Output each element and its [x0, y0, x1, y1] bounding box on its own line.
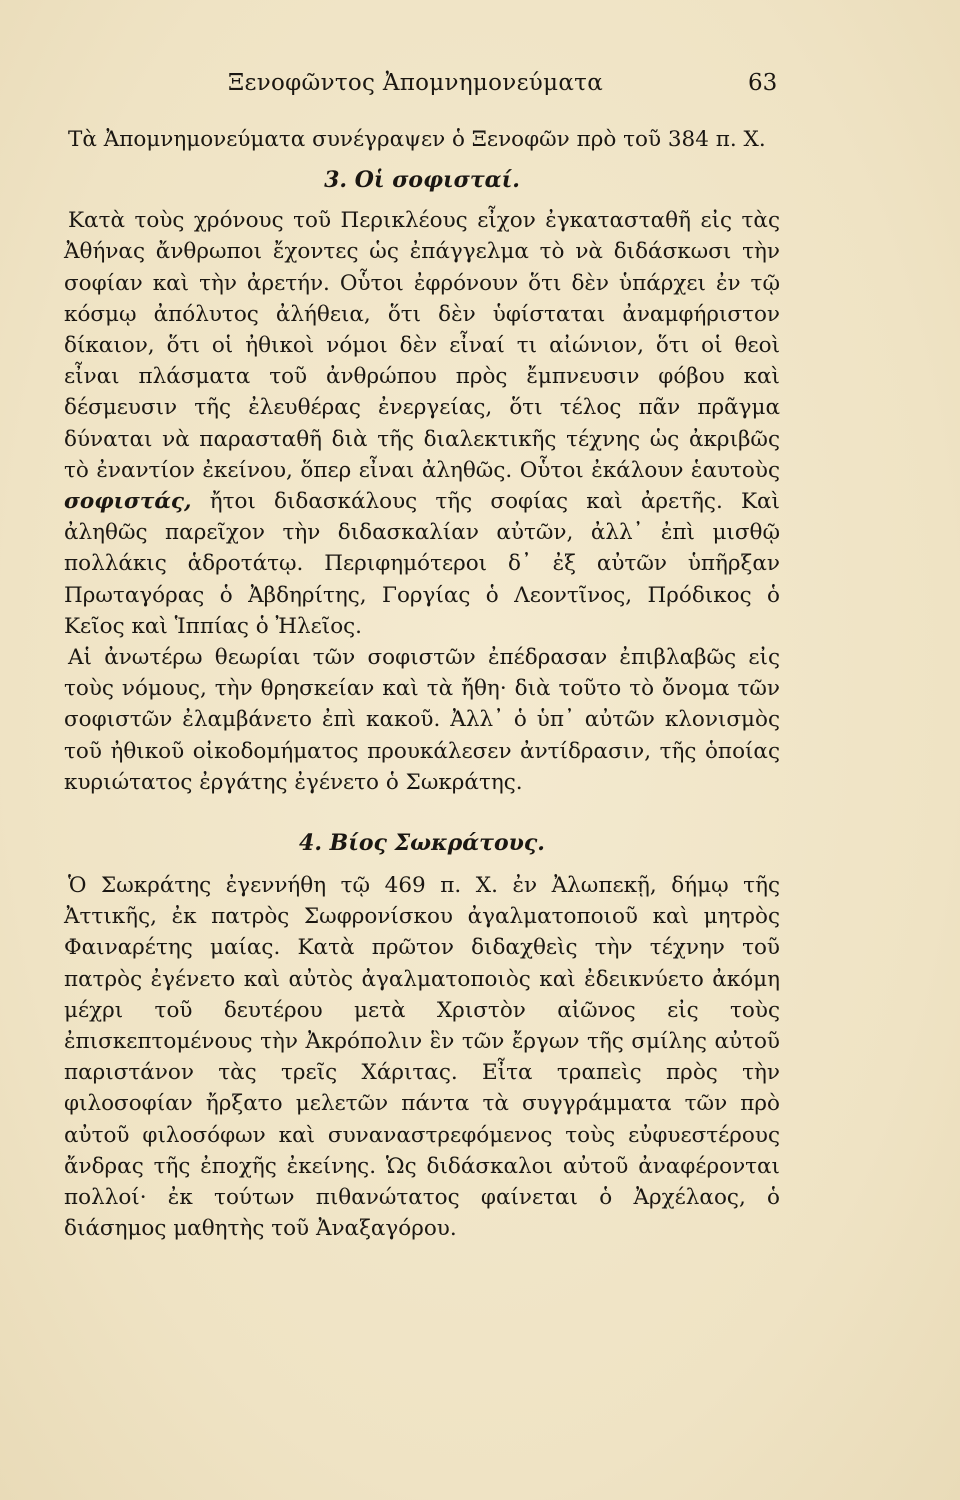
paragraph-sophists-2: Αἱ ἀνωτέρω θεωρίαι τῶν σοφιστῶν ἐπέδρασαν ἐπιβλαβῶς εἰς τοὺς νόμους, τὴν θρησκείαν καὶ τὰ ἤθη· διὰ τοῦτο τὸ ὄνομα τῶν σοφιστῶν ἐλαμβάνετο ἐπὶ κακοῦ. Ἀλλ᾽ ὁ ὑπ᾽ αὐτῶν κλονισμὸς τοῦ ἠθικοῦ οἰκοδομήματος προυκάλεσεν ἀντίδρασιν, τῆς ὁποίας κυριώτατος ἐργάτης ἐγένετο ὁ Σωκράτης. [64, 645, 780, 795]
page-header [0, 70, 960, 104]
page-number: 63 [748, 70, 778, 96]
paragraph-text: ἤτοι διδασκάλους τῆς σοφίας καὶ ἀρετῆς. Καὶ ἀληθῶς παρεῖχον τὴν διδασκαλίαν αὐτῶν, ἀλλ᾽ ἐπὶ μισθῷ πολλάκις ἁδροτάτῳ. Περιφημότεροι δ᾽ ἐξ αὐτῶν ὑπῆρξαν Πρωταγόρας ὁ Ἀβδηρίτης, Γοργίας ὁ Λεοντῖνος, Πρόδικος ὁ Κεῖος καὶ Ἱππίας ὁ Ἠλεῖος. [64, 489, 780, 639]
page-body [64, 124, 780, 1245]
paragraph-text: Κατὰ τοὺς χρόνους τοῦ Περικλέους εἶχον ἐγκατασταθῆ εἰς τὰς Ἀθήνας ἄνθρωποι ἔχοντες ὡς ἐπάγγελμα τὸ νὰ διδάσκωσι τὴν σοφίαν καὶ τὴν ἀρετήν. Οὗτοι ἐφρόνουν ὅτι δὲν ὑπάρχει ἐν τῷ κόσμῳ ἀπόλυτος ἀλήθεια, ὅτι δὲν ὑφίσταται ἀναμφήριστον δίκαιον, ὅτι οἱ ἠθικοὶ νόμοι δὲν εἶναί τι αἰώνιον, ὅτι οἱ θεοὶ εἶναι πλάσματα τοῦ ἀνθρώπου πρὸς ἔμπνευσιν φόβου καὶ δέσμευσιν τῆς ἐλευθέρας ἐνεργείας, ὅτι τέλος πᾶν πρᾶγμα δύναται νὰ παρασταθῆ διὰ τῆς διαλεκτικῆς τέχνης ὡς ἀκριβῶς τὸ ἐναντίον ἐκείνου, ὅπερ εἶναι ἀληθῶς. Οὗτοι ἐκάλουν ἑαυτοὺς [64, 208, 780, 483]
paragraph-sophists-1 [64, 205, 780, 642]
running-title: Ξενοφῶντος Ἀπομνημονεύματα [228, 70, 604, 96]
section-heading-socrates: 4. Βίος Σωκράτους. [299, 830, 545, 857]
intro-paragraph: Τὰ Ἀπομνημονεύματα συνέγραψεν ὁ Ξενοφῶν πρὸ τοῦ 384 π. Χ. [68, 127, 766, 152]
emphasized-term: σοφιστάς, [64, 489, 192, 515]
section-heading-sophists: 3. Οἱ σοφισταί. [324, 167, 520, 194]
paragraph-socrates-1: Ὁ Σωκράτης ἐγεννήθη τῷ 469 π. Χ. ἐν Ἀλωπεκῇ, δήμῳ τῆς Ἀττικῆς, ἐκ πατρὸς Σωφρονίσκου ἀγαλματοποιοῦ καὶ μητρὸς Φαιναρέτης μαίας. Κατὰ πρῶτον διδαχθεὶς τὴν τέχνην τοῦ πατρὸς ἐγένετο καὶ αὐτὸς ἀγαλματοποιὸς καὶ ἐδεικνύετο ἀκόμη μέχρι τοῦ δευτέρου μετὰ Χριστὸν αἰῶνος εἰς τοὺς ἐπισκεπτομένους τὴν Ἀκρόπολιν ἓν τῶν ἔργων τῆς σμίλης αὐτοῦ παριστάνον τὰς τρεῖς Χάριτας. Εἶτα τραπεὶς πρὸς τὴν φιλοσοφίαν ἤρξατο μελετῶν πάντα τὰ συγγράμματα τῶν πρὸ αὐτοῦ φιλοσόφων καὶ συναναστρεφόμενος τοὺς εὐφυεστέρους ἄνδρας τῆς ἐποχῆς ἐκείνης. Ὡς διδάσκαλοι αὐτοῦ ἀναφέρονται πολλοί· ἐκ τούτων πιθανώτατος φαίνεται ὁ Ἀρχέλαος, ὁ διάσημος μαθητὴς τοῦ Ἀναξαγόρου. [64, 873, 780, 1242]
